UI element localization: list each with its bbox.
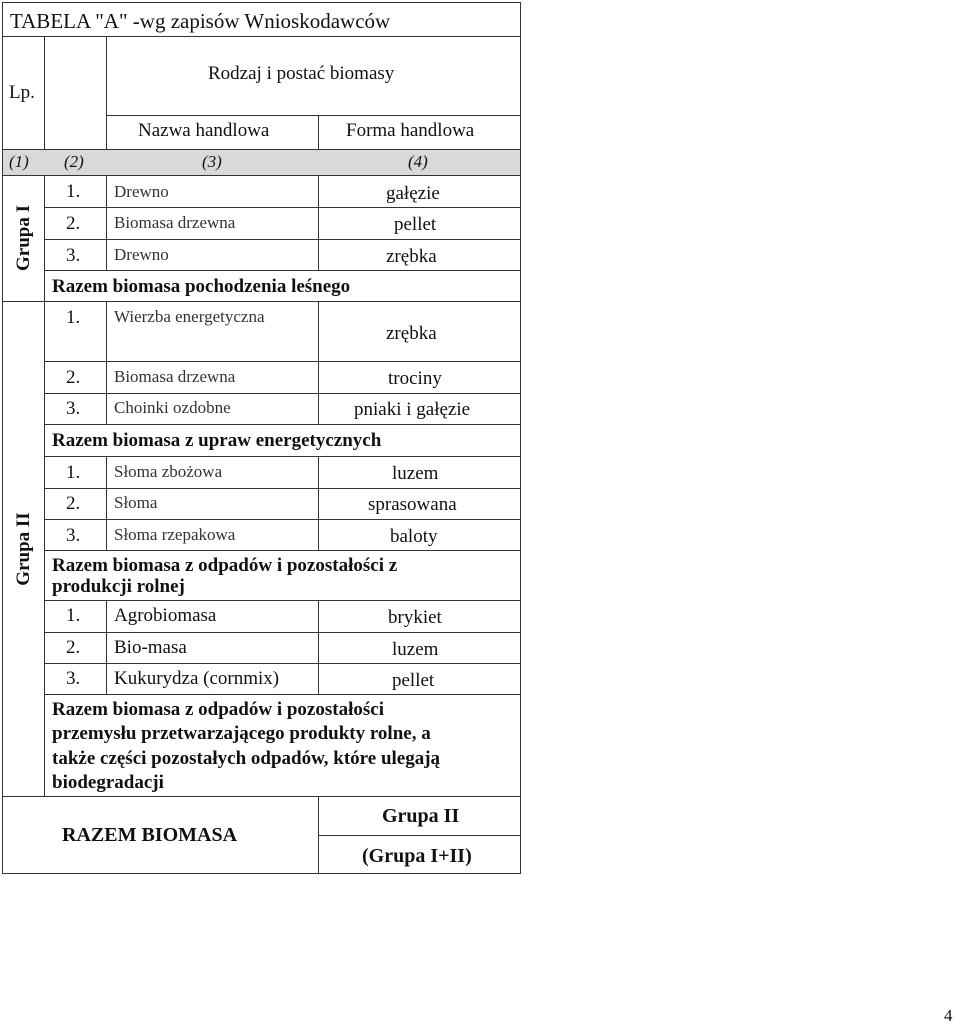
- g2b-row3-name: Słoma rzepakowa: [114, 525, 236, 544]
- g2a-row2-form: trociny: [388, 368, 442, 389]
- col-num-1: (1): [9, 152, 29, 171]
- g2b-row1-name: Słoma zbożowa: [114, 462, 223, 481]
- g2c-row3-num: 3.: [66, 668, 81, 689]
- g2a-row1-num: 1.: [66, 307, 81, 328]
- col-num-4: (4): [408, 152, 428, 171]
- g1-row1-num: 1.: [66, 181, 81, 202]
- g1-row2-num: 2.: [66, 213, 81, 234]
- g1-row2-name: Biomasa drzewna: [114, 213, 236, 232]
- g2c-subtotal-line1: Razem biomasa z odpadów i pozostałości: [52, 699, 384, 720]
- g2c-subtotal-line2: przemysłu przetwarzającego produkty rolne, a: [52, 723, 431, 744]
- g2a-row1-name: Wierzba energetyczna: [114, 307, 265, 326]
- col-num-2: (2): [64, 152, 84, 171]
- g2c-subtotal-line4: biodegradacji: [52, 772, 164, 793]
- g1-row3-name: Drewno: [114, 245, 169, 264]
- g1-row3-form: zrębka: [386, 246, 437, 267]
- g2b-row3-num: 3.: [66, 525, 81, 546]
- total-label: RAZEM BIOMASA: [62, 824, 238, 846]
- g1-row3-num: 3.: [66, 245, 81, 266]
- group-1-label: Grupa I: [13, 205, 34, 271]
- g2c-subtotal-line3: także części pozostałych odpadów, które ulegają: [52, 748, 441, 769]
- header-forma-handlowa: Forma handlowa: [346, 120, 475, 141]
- header-lp: Lp.: [9, 82, 35, 103]
- g1-subtotal: Razem biomasa pochodzenia leśnego: [52, 276, 351, 297]
- g2c-row2-num: 2.: [66, 637, 81, 658]
- g2c-row1-name: Agrobiomasa: [114, 605, 217, 626]
- page-number: 4: [944, 1006, 953, 1025]
- g2b-subtotal-line2: produkcji rolnej: [52, 576, 185, 597]
- header-nazwa-handlowa: Nazwa handlowa: [138, 120, 270, 141]
- g2c-row1-form: brykiet: [388, 607, 442, 628]
- g2a-row3-num: 3.: [66, 398, 81, 419]
- col-num-3: (3): [202, 152, 222, 171]
- g2b-row2-name: Słoma: [114, 493, 158, 512]
- g2b-row1-num: 1.: [66, 462, 81, 483]
- g2b-subtotal-line1: Razem biomasa z odpadów i pozostałości z: [52, 555, 398, 576]
- total-right-line2: (Grupa I+II): [362, 845, 472, 867]
- g1-row2-form: pellet: [394, 214, 437, 235]
- g2a-row1-form: zrębka: [386, 323, 437, 344]
- g2a-row2-num: 2.: [66, 367, 81, 388]
- table-title: TABELA "A" -wg zapisów Wnioskodawców: [10, 9, 391, 33]
- g2c-row2-form: luzem: [392, 639, 439, 660]
- g2b-row2-num: 2.: [66, 493, 81, 514]
- group-2-label: Grupa II: [13, 512, 34, 586]
- g2b-row3-form: baloty: [390, 526, 438, 547]
- g2c-row1-num: 1.: [66, 605, 81, 626]
- g2b-row2-form: sprasowana: [368, 494, 457, 515]
- g2a-row3-name: Choinki ozdobne: [114, 398, 231, 417]
- g1-row1-form: gałęzie: [386, 183, 440, 204]
- g2a-subtotal: Razem biomasa z upraw energetycznych: [52, 430, 382, 451]
- g2c-row2-name: Bio-masa: [114, 637, 187, 658]
- g2c-row3-name: Kukurydza (cornmix): [114, 668, 280, 689]
- g2a-row3-form: pniaki i gałęzie: [354, 399, 471, 420]
- g2c-row3-form: pellet: [392, 670, 435, 691]
- g1-row1-name: Drewno: [114, 182, 169, 201]
- total-right-line1: Grupa II: [382, 805, 460, 827]
- header-rodzaj: Rodzaj i postać biomasy: [208, 63, 395, 84]
- g2b-row1-form: luzem: [392, 463, 439, 484]
- g2a-row2-name: Biomasa drzewna: [114, 367, 236, 386]
